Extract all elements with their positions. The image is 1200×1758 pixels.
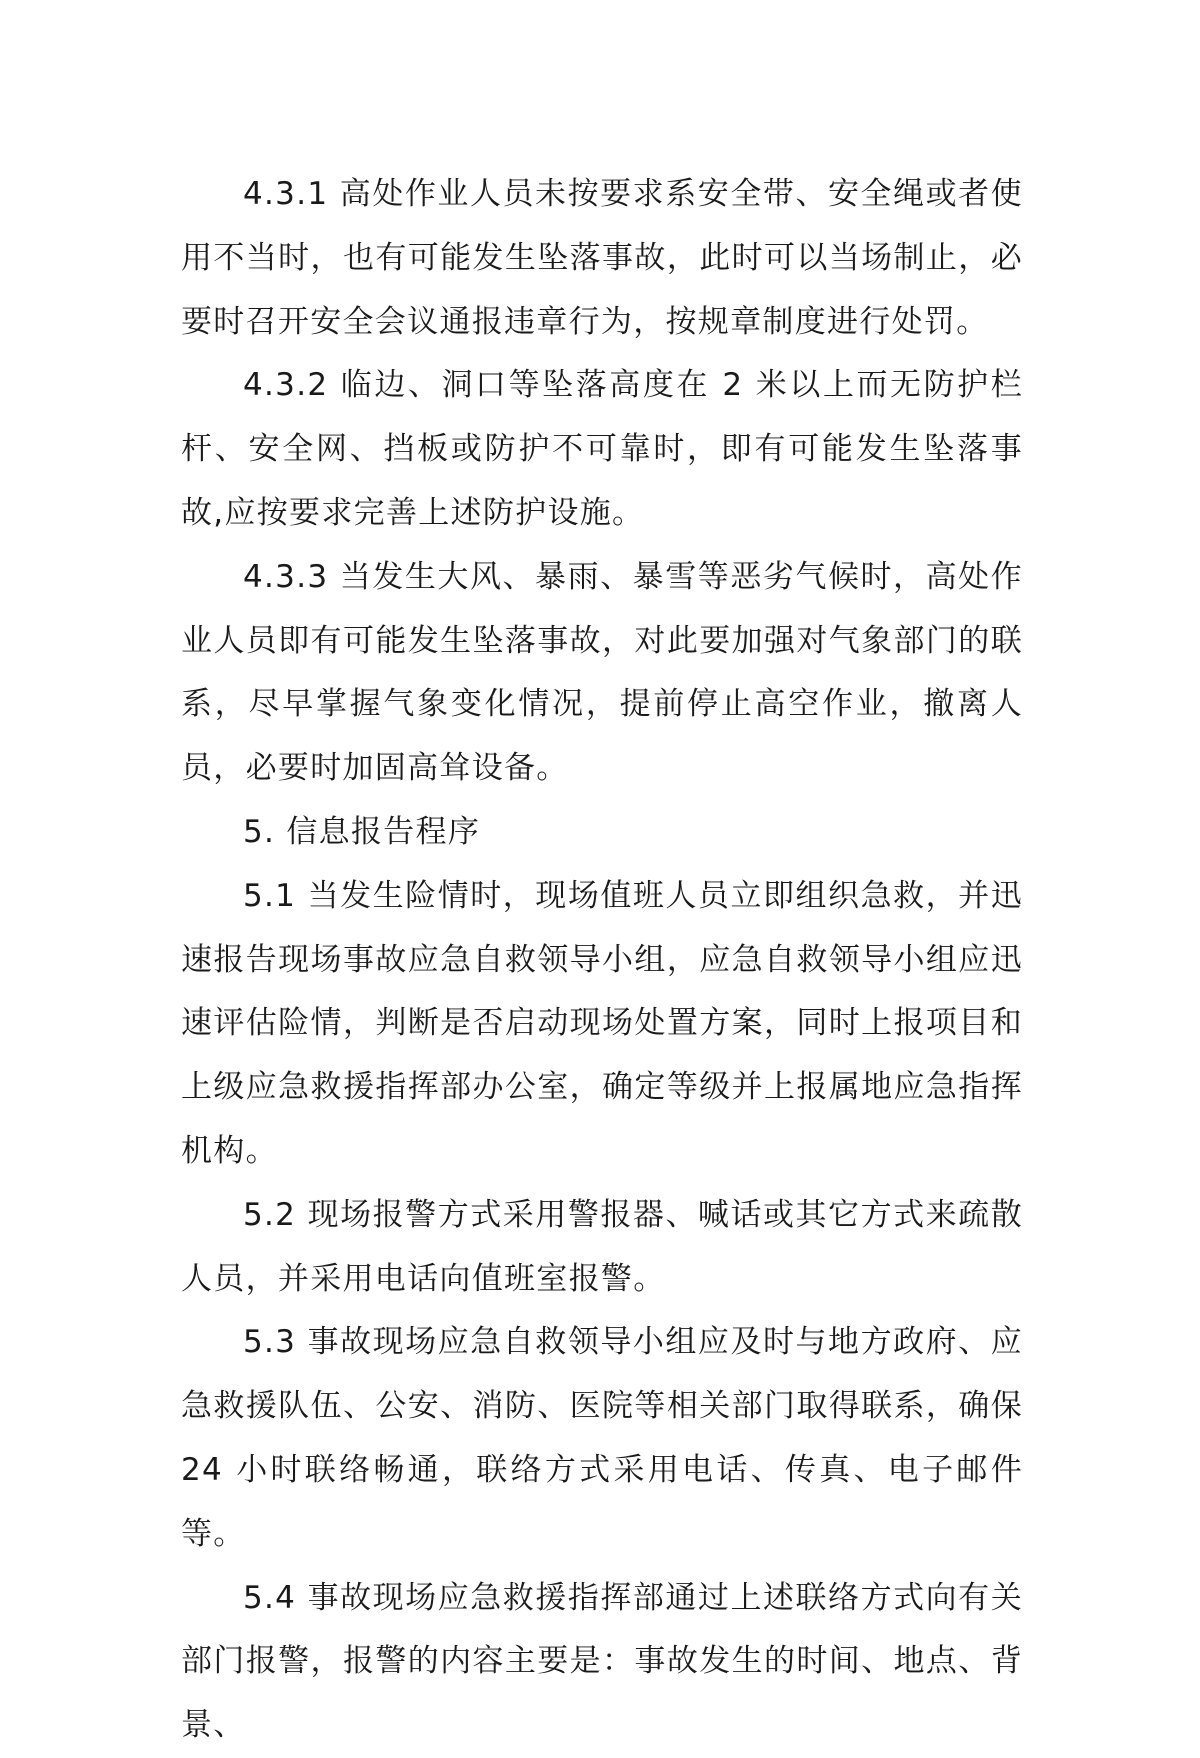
- paragraph-5-1: 5.1 当发生险情时，现场值班人员立即组织急救，并迅速报告现场事故应急自救领导小组，应急自救领导小组应迅速评估险情，判断是否启动现场处置方案，同时上报项目和上级应急救援指挥部办公室，确定等级并上报属地应急指挥机构。: [181, 877, 1023, 1169]
- document-body: [181, 163, 1023, 1758]
- paragraph-4-3-2: 4.3.2 临边、洞口等坠落高度在 2 米以上而无防护栏杆、安全网、挡板或防护不可靠时，即有可能发生坠落事故,应按要求完善上述防护设施。: [181, 367, 1023, 531]
- paragraph-4-3-3: 4.3.3 当发生大风、暴雨、暴雪等恶劣气候时，高处作业人员即有可能发生坠落事故，对此要加强对气象部门的联系，尽早掌握气象变化情况，提前停止高空作业，撤离人员，必要时加固高耸设备。: [181, 558, 1023, 787]
- paragraph-5-2: 5.2 现场报警方式采用警报器、喊话或其它方式来疏散人员，并采用电话向值班室报警。: [181, 1196, 1023, 1297]
- paragraph-4-3-1: 4.3.1 高处作业人员未按要求系安全带、安全绳或者使用不当时，也有可能发生坠落事故，此时可以当场制止，必要时召开安全会议通报违章行为，按规章制度进行处罚。: [181, 176, 1023, 340]
- section-heading-5: 5. 信息报告程序: [243, 813, 481, 850]
- paragraph-5-3: 5.3 事故现场应急自救领导小组应及时与地方政府、应急救援队伍、公安、消防、医院等相关部门取得联系，确保 24 小时联络畅通，联络方式采用电话、传真、电子邮件等。: [181, 1324, 1023, 1552]
- paragraph-5-4: 5.4 事故现场应急救援指挥部通过上述联络方式向有关部门报警，报警的内容主要是：事故发生的时间、地点、背景、: [181, 1579, 1023, 1744]
